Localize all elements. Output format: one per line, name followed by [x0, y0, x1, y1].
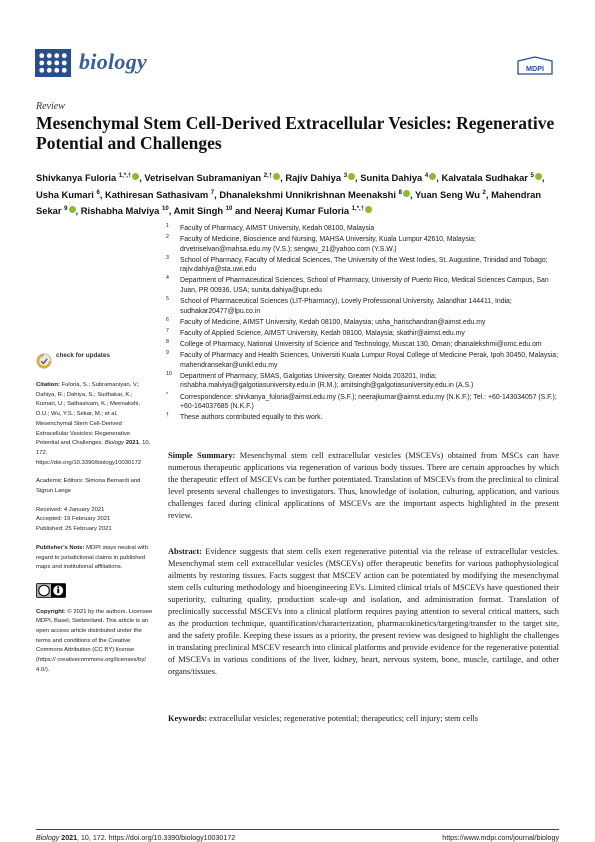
affiliation-text: School of Pharmacy, Faculty of Medical Sciences, The University of the West Indies, St. Augustine, Trinidad and Tobago; rajiv.dahiya@sta.uwi.edu [180, 256, 548, 274]
author [105, 189, 214, 200]
check-updates-label: check for updates [56, 352, 110, 359]
published-date: Published: 25 February 2021 [36, 526, 112, 533]
author [81, 205, 169, 216]
affiliation-item [164, 329, 560, 339]
keywords [168, 713, 559, 725]
copyright [36, 608, 154, 676]
orcid-icon[interactable] [69, 206, 76, 213]
author [36, 189, 100, 200]
check-updates-icon [36, 352, 52, 370]
author-name: Amit Singh [173, 205, 224, 217]
author-name: Rishabha Malviya [80, 205, 160, 217]
affiliation-item [164, 256, 560, 275]
author-affiliation-marker: 3 [343, 173, 348, 179]
author-affiliation-marker: 10 [162, 206, 169, 213]
author [360, 172, 436, 183]
affiliation-text: Faculty of Medicine, Bioscience and Nursing, MAHSA University, Kuala Lumpur 42610, Malaysia; drvetriselvan@mahsa.edu.my (V.S.); sengwu_21@yahoo.com (Y.S.W.) [180, 236, 476, 253]
affiliation-item [164, 372, 560, 391]
publisher-note-label: Publisher’s Note: [36, 544, 85, 551]
affiliation-text: School of Pharmaceutical Sciences (LIT-Pharmacy), Lovely Professional University, Jalandhar 144411, India; sudhakar20477@lpu.co.in [180, 298, 512, 315]
affiliation-number: 5 [166, 296, 169, 303]
article-title: Mesenchymal Stem Cell-Derived Extracellular Vesicles: Regenerative Potential and Challenges [36, 113, 555, 153]
affiliation-text: Faculty of Pharmacy and Health Sciences, Universiti Kuala Lumpur Royal College of Medicine Perak, Ipoh 30450, Malaysia; mahendransekar@unikl.edu.my [180, 352, 559, 369]
affiliation-item [164, 235, 560, 254]
journal-name: biology [79, 49, 148, 74]
copyright-label: Copyright: [36, 608, 66, 615]
received-date: Received: 4 January 2021 [36, 506, 105, 513]
affiliation-number: 6 [166, 316, 169, 323]
check-for-updates[interactable] [36, 352, 154, 372]
citation: Citation: Fuloria, S.; Subramaniyan, V.; Dahiya, R.; Dahiya, S.; Sudhakar, K.; Kumari, U.; Sathasivam, K.; Meenakshi, D.U.; Wu, Y.S.; Sekar, M.; et al. Mesenchymal Stem Cell-Derived Extracellular Vesicles: Regenerative Potential and Challenges. Biology 2021, 10, 172. https://doi.org/10.3390/biology10030172 [36, 382, 151, 466]
citation-journal: Biology [104, 440, 125, 447]
citation-label: Citation: [36, 382, 60, 388]
affiliation-text: Faculty of Applied Science, AIMST University, Kedah 08100, Malaysia; skathir@aimst.edu.my [180, 329, 465, 337]
affiliation-text: College of Pharmacy, National University of Science and Technology, Muscat 130, Oman; dhanalekshmi@omc.edu.om [180, 341, 542, 349]
author [144, 172, 280, 183]
abstract [168, 546, 559, 678]
abstract-text: Evidence suggests that stem cells exert regenerative potential via the release of extracellular vesicles. Mesenchymal stem cell extracellular vesicles (MSCEVs) offer therapeutic benefits for various pathophysiological ailments by restoring tissues. Facts suggest that MSCEV action can be potentiated by modifying the mesenchymal stem cells culturing methodology and bioengineering EVs. Limited clinical trials of MSCEVs have questioned their superiority, culturing quality, production scale-up and isolation, and administration format. Translation of preclinically successful MSCEVs into a clinical platform requires paying attention to several critical matters, such as the production technique, quantification/characterization, pharmacokinetics/targeting/transfer to the target site, and the safety profile. Keeping these issues as a priority, the present review was designed to highlight the challenges in translating preclinical MSCEV research into clinical platforms and provide evidence for the regenerative potential of MSCEVs in various conditions of the liver, kidney, heart, nervous system, bone, muscle, cartilage, and other organs/tissues. [168, 547, 560, 677]
keywords-text: extracellular vesicles; regenerative potential; therapeutics; cell injury; stem cells [209, 714, 478, 723]
author-name: Kathiresan Sathasivam [105, 188, 209, 200]
simple-summary [168, 450, 559, 522]
author [36, 172, 139, 183]
affiliation-item [164, 393, 560, 412]
affiliation-text: Faculty of Medicine, AIMST University, Kedah 08100, Malaysia; usha_harischandran@aimst.edu.my [180, 318, 486, 326]
affiliation-text: Correspondence: shivkanya_fuloria@aimst.edu.my (S.F.); neerajkumar@aimst.edu.my (N.K.F.); Tel.: +60-143034057 (S.F.); +60-164037685 (N.K.F.) [180, 393, 557, 411]
sidebar [36, 352, 154, 676]
footer-journal-url[interactable]: https://www.mdpi.com/journal/biology [442, 834, 559, 842]
author-name: Vetriselvan Subramaniyan [144, 172, 262, 184]
orcid-icon[interactable] [273, 173, 280, 180]
author-affiliation-marker: 2,† [263, 173, 273, 179]
orcid-icon[interactable] [535, 173, 542, 180]
orcid-icon[interactable] [429, 173, 436, 180]
affiliation-number: 7 [166, 327, 169, 334]
footer-year: 2021 [61, 834, 78, 842]
keywords-label: Keywords: [168, 714, 208, 723]
affiliation-item [164, 276, 560, 295]
author-name: Sunita Dahiya [360, 172, 423, 184]
orcid-icon[interactable] [132, 173, 139, 180]
article-type: Review [36, 101, 65, 112]
author-affiliation-marker: 9 [64, 206, 68, 213]
publisher-note-text: MDPI stays neutral with regard to jurisdictional claims in published maps and institutional affiliations. [36, 544, 148, 571]
dates [36, 506, 154, 535]
author-affiliation-marker: 6 [96, 189, 100, 196]
affiliation-number: 4 [166, 275, 169, 282]
simple-summary-text: Mesenchymal stem cell extracellular vesicles (MSCEVs) obtained from MSCs can have numerous therapeutic applications via regeneration of various body tissues. There are certain approaches by which the therapeutic effect of MSCEVs can be further potentiated. Translation of MSCEVs from the preclinical to clinical level presents several challenges to investigators. Thus, knowledge of isolation, culturing, application, and various challenges faced during clinical applications of MSCEVs are the important aspects highlighted in the present review. [168, 451, 560, 521]
author-list: Shivkanya Fuloria $^{1,*,\dagger}$ , Vetriselvan Subramaniyan $^{2,\dagger}$ , Rajiv Dahiya $^3$ , Sunita Dahiya $^4$ , Kalvatala Sudhakar $^5$ , Usha Kumari $^6$, Kathiresan Sathasivam $^7$, Dhanalekshmi Unnikrishnan Meenakshi $^8$ , Yuan Seng Wu $^2$, Mahendran Sekar $^9$ , Rishabha Malviya $^{10}$, Amit Singh $^{10}$ and Neeraj Kumar Fuloria $^{1,*,\dagger}$ [36, 172, 545, 217]
footer-citation [36, 834, 235, 842]
orcid-icon[interactable] [348, 173, 355, 180]
affiliation-text: These authors contributed equally to this work. [180, 414, 323, 422]
affiliation-item [164, 340, 560, 350]
affiliation-number: 9 [166, 350, 169, 357]
author-affiliation-marker: 7 [210, 189, 215, 196]
author-name: Rajiv Dahiya [285, 172, 342, 184]
academic-editors: Academic Editors: Simona Bernardi and Sigrun Lange [36, 478, 141, 495]
affiliation-text: Faculty of Pharmacy, AIMST University, Kedah 08100, Malaysia [180, 225, 375, 232]
footer-journal: Biology [36, 834, 60, 842]
affiliation-number: 1 [166, 223, 169, 229]
author-name: Neeraj Kumar Fuloria [254, 205, 350, 217]
footer-citation-rest[interactable]: , 10, 172. https://doi.org/10.3390/biology10030172 [77, 834, 236, 842]
author-affiliation-marker: 5 [530, 173, 534, 179]
citation-vol-pages: 10, 172. [36, 440, 151, 456]
simple-summary-label: Simple Summary: [168, 451, 236, 460]
author [285, 172, 355, 183]
affiliation-number: † [166, 412, 169, 419]
author-name: Yuan Seng Wu [414, 188, 480, 200]
author-name: Mahendran Sekar [36, 188, 542, 217]
author [254, 205, 372, 216]
orcid-icon[interactable] [403, 190, 410, 197]
author-affiliation-marker: 2 [482, 189, 486, 196]
affiliation-item [164, 297, 560, 316]
affiliation-number: 3 [166, 254, 169, 261]
affiliation-text: Department of Pharmaceutical Sciences, School of Pharmacy, University of Puerto Rico, Medical Sciences Campus, San Juan, PR 00936, USA; sunita.dahiya@upr.edu [180, 277, 549, 295]
affiliation-number: 8 [166, 339, 169, 346]
affiliation-item [164, 351, 560, 370]
author-name: Kalvatala Sudhakar [441, 172, 528, 184]
publisher-logo [516, 56, 554, 77]
cc-by-license-icon[interactable] [36, 583, 66, 598]
affiliation-item [164, 413, 560, 423]
footer-rule [36, 829, 559, 830]
publisher-note [36, 544, 154, 573]
author-affiliation-marker: 1,*,† [118, 173, 132, 179]
publisher-name: MDPI [526, 64, 544, 73]
author-name: Shivkanya Fuloria [36, 172, 117, 184]
author [441, 172, 541, 183]
citation-text: Fuloria, S.; Subramaniyan, V.; Dahiya, R.; Dahiya, S.; Sudhakar, K.; Kumari, U.; Sathasivam, K.; Meenakshi, D.U.; Wu, Y.S.; Sekar, M.; et al. Mesenchymal Stem Cell-Derived Extracellular Vesicles: Regenerative Potential and Challenges. [36, 382, 141, 447]
author [174, 205, 233, 216]
journal-logo [35, 49, 71, 77]
citation-year: 2021 [125, 440, 139, 447]
author-name: Dhanalekshmi Unnikrishnan Meenakshi [219, 188, 396, 200]
author-affiliation-marker: 4 [424, 173, 429, 179]
affiliation-number: * [166, 391, 169, 398]
affiliation-number: 10 [166, 370, 172, 377]
author [415, 189, 486, 200]
orcid-icon[interactable] [365, 206, 372, 213]
author-affiliation-marker: 1,*,† [351, 206, 365, 213]
affiliation-item [164, 318, 560, 328]
author-affiliation-marker: 8 [398, 189, 402, 196]
affiliation-item [164, 224, 560, 234]
copyright-text: © 2021 by the authors. Licensee MDPI, Basel, Switzerland. This article is an open access article distributed under the terms and conditions of the Creative Commons Attribution (CC BY) license (https:// creativecommons.org/licenses/by/ 4.0/). [36, 608, 153, 673]
affiliation-text: Department of Pharmacy, SMAS, Galgotias University, Greater Noida 203201, India; rishabha.malviya@galgotiasuniversity.edu.in (R.M.); amitsingh@galgotiasuniversity.edu.in (A.S.) [180, 372, 474, 390]
accepted-date: Accepted: 19 February 2021 [36, 516, 111, 523]
author [219, 189, 410, 200]
author-name: Usha Kumari [36, 188, 94, 200]
affiliations [164, 224, 560, 424]
author-affiliation-marker: 10 [225, 206, 233, 213]
abstract-label: Abstract: [168, 547, 202, 556]
citation-doi-link[interactable]: https://doi.org/10.3390/biology10030172 [36, 459, 142, 466]
affiliation-number: 2 [166, 234, 169, 241]
